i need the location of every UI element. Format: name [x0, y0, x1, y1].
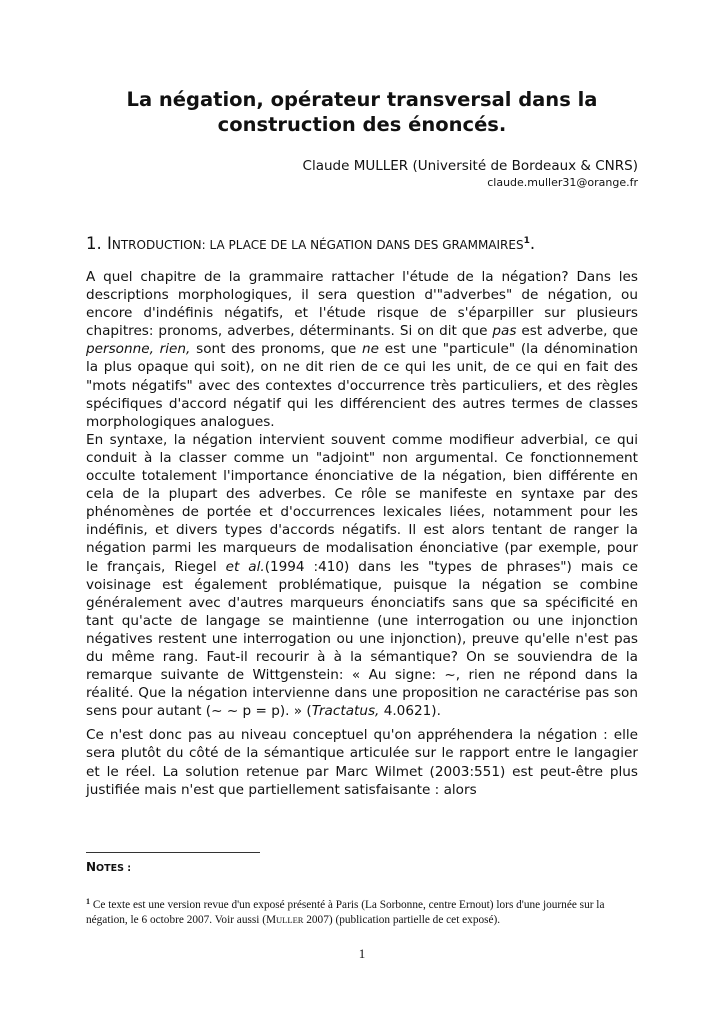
page-number: 1 [358, 946, 366, 961]
document-title: La négation, opérateur transversal dans la construction des énoncés. [126, 88, 598, 136]
section-title: NTRODUCTION: LA PLACE DE LA NÉGATION DANS DES GRAMMAIRES [111, 238, 524, 252]
footnote-reference[interactable]: 1 [523, 236, 530, 246]
section-title-initial: I [107, 234, 112, 253]
body-text [86, 268, 638, 799]
text-run: En syntaxe, la négation intervient souvent comme modifieur adverbial, ce qui conduit à la classer comme un "adjoint" non argumental. Ce fonctionnement occulte totalement l'importance énonciative de la négation, bien différente en cela de la plupart des adverbes. Ce rôle se manifeste en syntaxe par des phénomènes de portée et d'occurrences lexicales liées, notamment pour les indéfinis, et divers types d'accords négatifs. Il est alors tentant de ranger la négation parmi les marqueurs de modalisation énonciative (par exemple, pour le français, Riegel [86, 431, 638, 575]
italic-term: ne [362, 341, 380, 358]
author-line: Claude MULLER (Université de Bordeaux & CNRS) [302, 158, 638, 174]
footnote-text: 2007) (publication partielle de cet exposé). [303, 914, 501, 926]
text-run: (1994 :410) dans les "types de phrases") mais ce voisinage est également problématique, puisque la négation se combine généralement avec d'autres marqueurs énonciatifs sans que sa spécificité en tant qu'acte de langage se maintienne (une interrogation ou une injonction négatives restent une interrogation ou une injonction), preuve qu'elle n'est pas du même rang. Faut-il recourir à à la sémantique? On se souviendra de la remarque suivante de Wittgenstein: « Au signe: ~, rien ne répond dans la réalité. Que la négation intervienne dans une proposition ne caractérise pas son sens pour autant (~ ~ p = p). » ( [86, 558, 639, 720]
italic-term: pas [492, 323, 517, 340]
author-email: claude.muller31@orange.fr [487, 176, 638, 189]
italic-term: et al. [225, 558, 265, 575]
notes-heading-rest: OTES : [96, 863, 132, 874]
section-number: 1. [86, 234, 107, 253]
footnote [86, 894, 638, 928]
footnote-mark: 1 [86, 897, 90, 906]
footnote-text: Ce texte est une version revue d'un exposé présenté à Paris (La Sorbonne, centre Ernout) lors d'une journée sur la négation, le 6 octobre 2007. Voir aussi (M [86, 899, 605, 926]
footnote-divider [86, 852, 260, 853]
footnote-smallcaps: ULLER [276, 915, 304, 925]
text-run: sont des pronoms, que [190, 341, 363, 358]
paragraph [86, 268, 638, 431]
text-run: 4.0621). [379, 703, 441, 720]
notes-heading [86, 860, 131, 874]
italic-term: Tractatus, [311, 703, 380, 720]
text-run: A quel chapitre de la grammaire rattacher l'étude de la négation? Dans les descriptions morphologiques, il sera question d'"adverbes" de négation, ou encore d'indéfinis négatifs, et l'étude risque de s'éparpiller sur plusieurs chapitres: pronoms, adverbes, déterminants. Si on dit que [86, 269, 638, 340]
italic-term: personne, rien, [86, 341, 191, 358]
text-run: est une "particule" (la dénomination la plus opaque qui soit), on ne dit rien de ce qui les unit, de ce qui en fait des "mots négatifs" avec des contextes d'occurrence très particuliers, et des règles spécifiques d'accord négatif qui les différencient des autres termes de classes morphologiques analogues. [86, 341, 638, 430]
section-heading-end: . [529, 234, 536, 253]
paragraph [86, 431, 638, 721]
paragraph: Ce n'est donc pas au niveau conceptuel qu'on appréhendera la négation : elle sera plutôt du côté de la sémantique articulée sur le rapport entre le langagier et le réel. La solution retenue par Marc Wilmet (2003:551) est peut-être plus justifiée mais n'est que partiellement satisfaisante : alors [86, 727, 638, 798]
text-run: est adverbe, que [516, 323, 639, 340]
notes-heading-initial: N [86, 860, 97, 874]
section-heading [86, 231, 535, 255]
